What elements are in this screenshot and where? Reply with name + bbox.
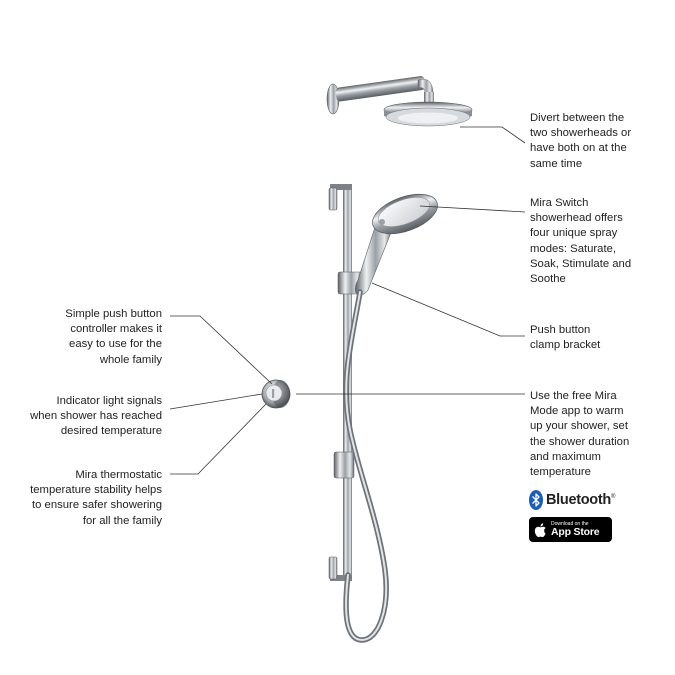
callout-push-button: Simple push button controller makes it easy to use for the whole family [65, 308, 162, 366]
overhead-head-nozzles [398, 113, 458, 124]
handset-button [379, 219, 385, 225]
appstore-small-text: Download on the [551, 521, 589, 527]
push-button-controller [262, 380, 290, 408]
lower-hose-guide [334, 452, 354, 478]
bluetooth-label: Bluetooth® [546, 492, 616, 508]
leader-push-button [170, 316, 272, 384]
callout-clamp: Push button clamp bracket [530, 324, 601, 352]
leader-divert [460, 127, 525, 143]
appstore-big-text: App Store [551, 526, 600, 538]
rail-bottom-wall-mount [329, 557, 337, 579]
leader-thermostatic [170, 404, 266, 474]
callout-divert: Divert between the two showerheads or have both on at the same time [530, 112, 632, 170]
callout-app: Use the free Mira Mode app to warm up your shower, set the shower duration and maximum temperature [530, 390, 630, 479]
handset-handle [355, 224, 392, 295]
overhead-shower [327, 76, 472, 126]
controller-indicator-light [272, 389, 274, 398]
apple-icon [534, 522, 548, 538]
leader-clamp [372, 283, 525, 336]
bluetooth-icon [529, 490, 543, 510]
app-store-badge[interactable] [529, 517, 612, 542]
leader-indicator [170, 394, 262, 409]
callout-thermostatic: Mira thermostatic temperature stability helps to ensure safer showering for all the family [30, 469, 162, 527]
bluetooth-badge [529, 489, 615, 511]
callout-switch-head: Mira Switch showerhead offers four unique spray modes: Saturate, Soak, Stimulate and Soothe [530, 197, 632, 286]
shower-arm [335, 76, 426, 102]
callout-indicator: Indicator light signals when shower has reached desired temperature [30, 395, 162, 438]
handset [355, 186, 442, 295]
rail-top-wall-mount [329, 188, 337, 210]
